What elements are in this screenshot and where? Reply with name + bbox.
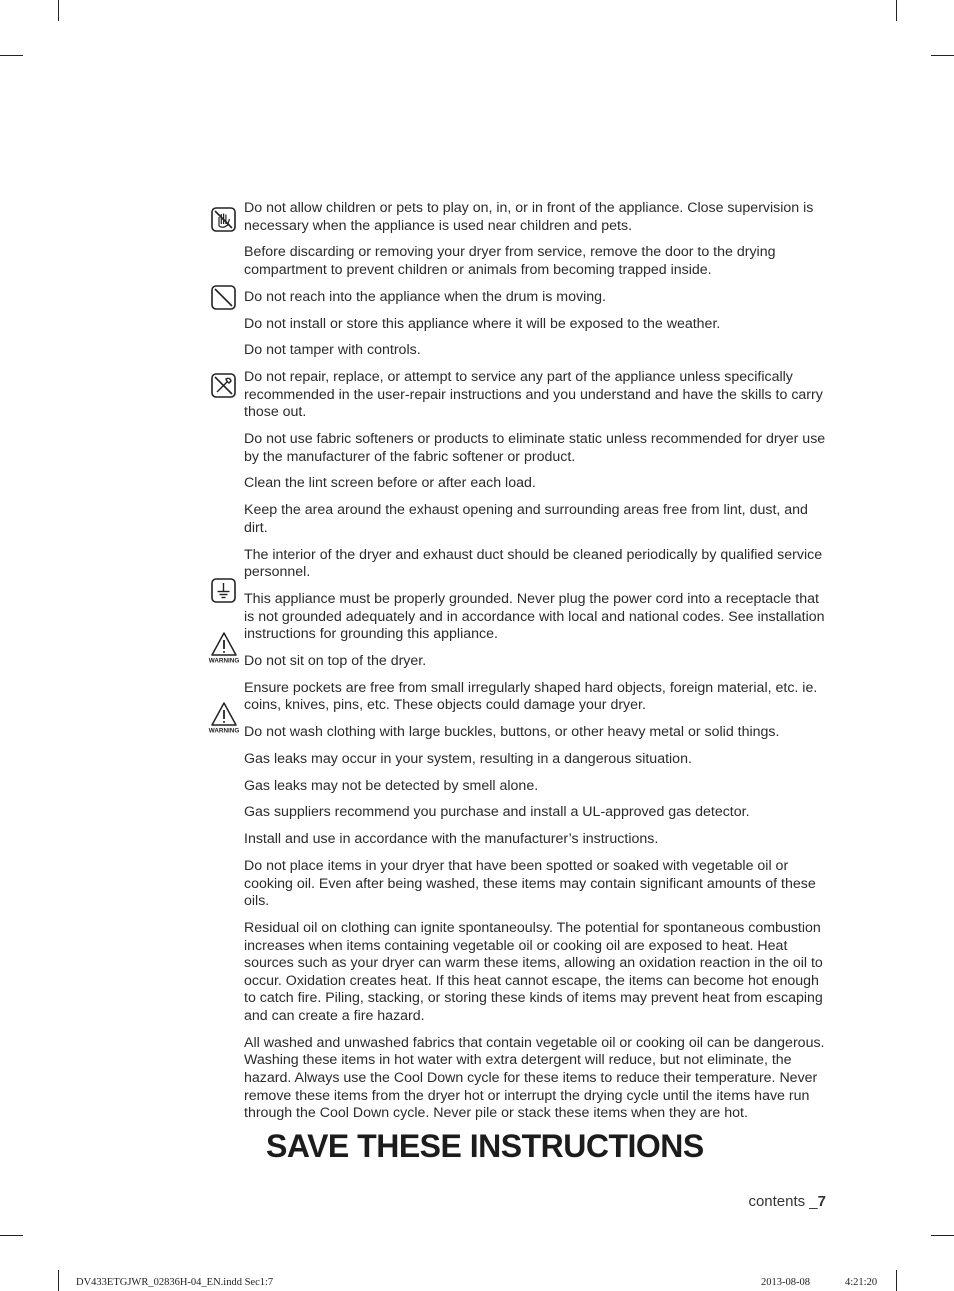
instruction-paragraph: Do not install or store this appliance where it will be exposed to the weather. [244,315,721,332]
slug-time: 4:21:20 [845,1277,878,1288]
page-heading: SAVE THESE INSTRUCTIONS [266,1128,704,1164]
slug-date: 2013-08-08 [761,1277,810,1288]
instruction-paragraph: This appliance must be properly grounded. Never plug the power cord into a receptacle that is not grounded adequately and in accordance with local and national codes. See installation instructions for grounding this appliance. [244,590,825,643]
crop-mark [896,0,897,21]
warning-label: WARNING [208,657,240,664]
no-disassemble-icon [211,373,236,398]
crop-mark [58,1270,59,1291]
instruction-paragraph: Ensure pockets are free from small irregularly shaped hard objects, foreign material, etc. ie. coins, knives, pins, etc. These objects could damage your dryer. [244,679,818,714]
crop-mark [58,0,59,21]
instruction-paragraph: Gas leaks may occur in your system, resulting in a dangerous situation. [244,750,692,767]
instruction-paragraph: Do not tamper with controls. [244,342,421,359]
prohibited-icon [211,285,236,310]
no-hand-touch-icon [211,207,236,232]
crop-mark [0,55,23,56]
page-footer [748,1193,826,1210]
warning-icon [206,702,242,734]
instruction-paragraph: Do not use fabric softeners or products to eliminate static unless recommended for dryer use by the manufacturer of the fabric softener or product. [244,431,826,465]
slug-filename: DV433ETGJWR_02836H-04_EN.indd Sec1:7 [76,1277,274,1288]
warning-label: WARNING [208,727,240,734]
instruction-paragraph: The interior of the dryer and exhaust duct should be cleaned periodically by qualified service personnel. [244,546,823,581]
instruction-paragraph: Do not reach into the appliance when the drum is moving. [244,288,606,305]
instruction-paragraph: Keep the area around the exhaust opening and surrounding areas free from lint, dust, and dirt. [244,502,808,536]
instruction-paragraph: Before discarding or removing your dryer from service, remove the door to the drying compartment to prevent children or animals from becoming trapped inside. [244,244,776,278]
crop-mark [0,1235,23,1236]
instruction-paragraph: Install and use in accordance with the manufacturer’s instructions. [244,831,659,848]
instruction-paragraph: Gas suppliers recommend you purchase and install a UL-approved gas detector. [244,804,750,821]
instruction-paragraph: Do not place items in your dryer that have been spotted or soaked with vegetable oil or cooking oil. Even after being washed, these items may contain significant amounts of these oils. [244,858,816,910]
crop-mark [931,55,954,56]
instruction-paragraph: Residual oil on clothing can ignite spontaneoulsy. The potential for spontaneous combustion increases when items containing vegetable oil or cooking oil are exposed to heat. Heat sources such as your dryer can warm these items, allowing an oxidation reaction in the oil to occur. Oxidation creates heat. If this heat cannot escape, the items can become hot enough to catch fire. Piling, stacking, or storing these kinds of items may prevent heat from escaping and can create a fire hazard. [244,919,823,1024]
crop-mark [931,1235,954,1236]
instruction-paragraph: Gas leaks may not be detected by smell alone. [244,777,539,794]
instruction-paragraph: Do not sit on top of the dryer. [244,652,427,669]
instruction-paragraph: Do not repair, replace, or attempt to service any part of the appliance unless specifically recommended in the user-repair instructions and you understand and have the skills to carry those out. [244,369,823,421]
instruction-list [244,200,828,1132]
crop-mark [896,1270,897,1291]
instruction-paragraph: Clean the lint screen before or after each load. [244,475,536,492]
instruction-paragraph: Do not wash clothing with large buckles, buttons, or other heavy metal or solid things. [244,724,780,741]
ground-icon [211,578,236,603]
footer-section-label: contents _ [748,1193,818,1210]
warning-icon [206,632,242,664]
page-number: 7 [817,1193,826,1210]
instruction-paragraph: All washed and unwashed fabrics that contain vegetable oil or cooking oil can be dangerous. Washing these items in hot water with extra detergent will reduce, but not eliminate, the hazard. Always use the Cool Down cycle for these items to reduce their temperature. Never remove these items from the dryer hot or interrupt the drying cycle until the items have run through the Cool Down cycle. Never pile or stack these items when they are hot. [244,1034,825,1122]
instruction-paragraph: Do not allow children or pets to play on, in, or in front of the appliance. Close supervision is necessary when the appliance is used near children and pets. [244,200,814,234]
